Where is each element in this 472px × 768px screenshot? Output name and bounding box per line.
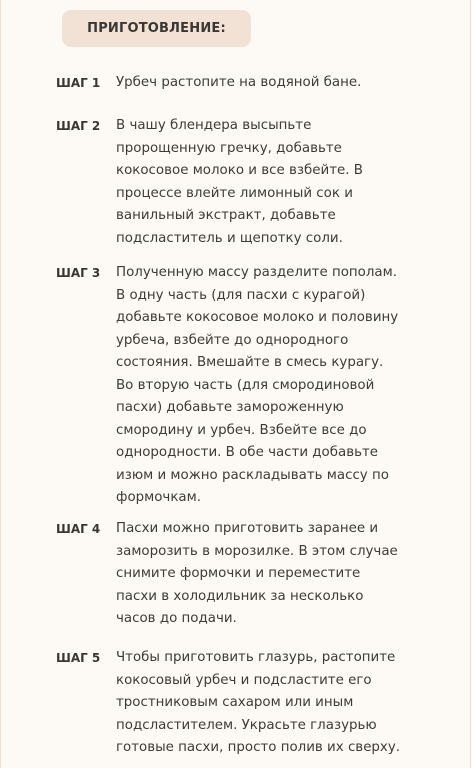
step-label: ШАГ 3 [56,266,101,280]
step-label: ШАГ 4 [56,522,101,536]
section-title-badge [62,10,251,47]
step-3 [56,262,398,510]
step-1 [56,72,361,95]
step-text: Чтобы приготовить глазурь, растопите кокосовый урбеч и подсластите его тростниковым сахаром или иным подсластителем. Украсьте глазурью готовые пасхи, просто полив их сверху. [116,650,401,755]
step-5 [56,647,400,760]
step-4 [56,518,398,631]
section-title: ПРИГОТОВЛЕНИЕ: [87,21,226,36]
step-text: Урбеч растопите на водяной бане. [116,75,362,90]
step-label: ШАГ 5 [56,651,101,665]
step-2 [56,115,363,250]
step-text: В чашу блендера высыпьте пророщенную гречку, добавьте кокосовое молоко и все взбейте. В процессе влейте лимонный сок и ванильный экстракт, добавьте подсластитель и щепотку соли. [116,118,363,246]
step-label: ШАГ 1 [56,76,101,90]
step-text: Полученную массу разделите пополам. В одну часть (для пасхи с курагой) добавьте кокосовое молоко и половину урбеча, взбейте до однородного состояния. Вмешайте в смесь курагу. Во вторую часть (для смородиновой пасхи) добавьте замороженную смородину и урбеч. Взбейте все до однородности. В обе части добавьте изюм и можно раскладывать массу по формочкам. [116,265,399,505]
step-label: ШАГ 2 [56,119,101,133]
step-text: Пасхи можно приготовить заранее и заморозить в морозилке. В этом случае снимите формочки и переместите пасхи в холодильник за несколько часов до подачи. [116,521,398,626]
